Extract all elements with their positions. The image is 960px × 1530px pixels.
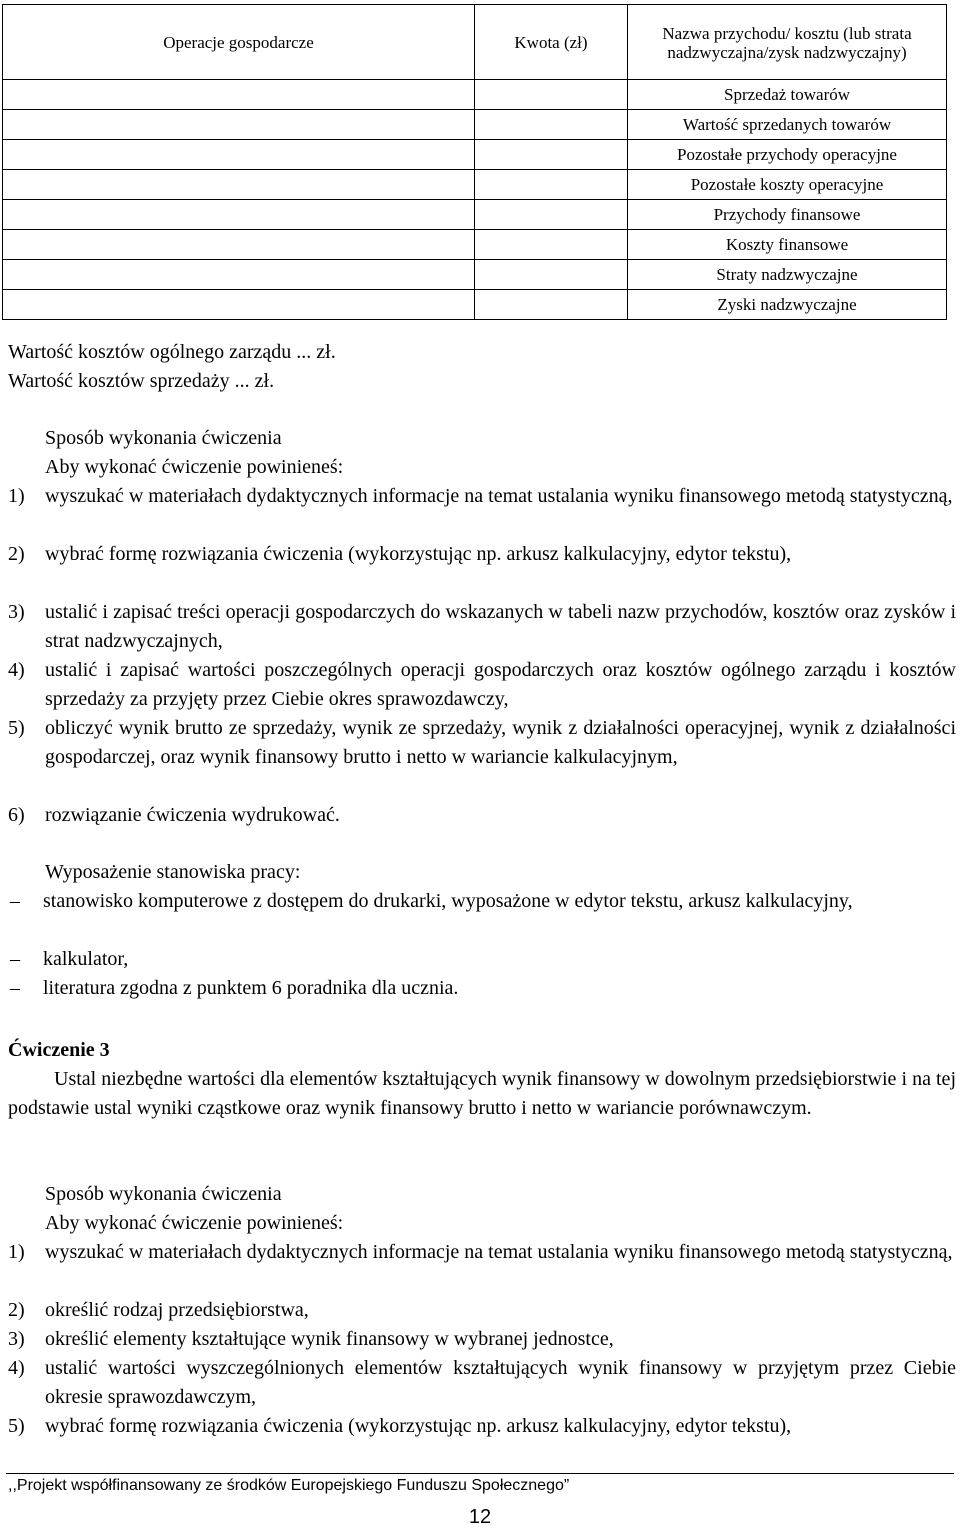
list-item <box>8 1412 956 1441</box>
exercise3-block <box>8 1036 956 1123</box>
method-intro: Aby wykonać ćwiczenie powinieneś: <box>45 456 344 478</box>
list-item <box>8 598 956 656</box>
overhead-cost-line: Wartość kosztów ogólnego zarządu ... zł. <box>8 341 336 363</box>
amount-cell[interactable] <box>475 140 628 170</box>
name-cell: Przychody finansowe <box>628 200 947 230</box>
header-operations: Operacje gospodarcze <box>3 5 475 80</box>
operation-cell[interactable] <box>3 290 475 320</box>
exercise3-method-heading <box>8 1180 956 1238</box>
equipment-text: stanowisko komputerowe z dostępem do drukarki, wyposażone w edytor tekstu, arkusz kalkulacyjny, <box>43 890 853 912</box>
equipment-text: kalkulator, <box>43 948 129 970</box>
step-text: wybrać formę rozwiązania ćwiczenia (wykorzystując np. arkusz kalkulacyjny, edytor tekstu), <box>45 543 792 565</box>
table-row <box>3 170 947 200</box>
operation-cell[interactable] <box>3 140 475 170</box>
list-item <box>8 540 956 598</box>
operations-table <box>2 4 947 320</box>
step-text: wybrać formę rozwiązania ćwiczenia (wykorzystując np. arkusz kalkulacyjny, edytor tekstu), <box>45 1415 792 1437</box>
name-cell: Koszty finansowe <box>628 230 947 260</box>
exercise3-steps-list <box>8 1238 956 1441</box>
name-cell: Straty nadzwyczajne <box>628 260 947 290</box>
list-item <box>8 1325 956 1354</box>
footer-divider <box>6 1473 954 1474</box>
table-row <box>3 290 947 320</box>
operation-cell[interactable] <box>3 260 475 290</box>
table-header-row <box>3 5 947 80</box>
step-text: ustalić i zapisać treści operacji gospodarczych do wskazanych w tabeli nazw przychodów, kosztów oraz zysków i strat nadzwyczajnych, <box>45 601 956 652</box>
step-number: 1) <box>8 1241 25 1263</box>
method-heading-block <box>8 424 956 482</box>
list-item <box>8 945 956 974</box>
step-number: 6) <box>8 804 25 826</box>
list-item <box>8 482 956 540</box>
step-number: 2) <box>8 1299 25 1321</box>
step-number: 5) <box>8 717 25 739</box>
table-row <box>3 260 947 290</box>
step-number: 3) <box>8 601 25 623</box>
table-row <box>3 140 947 170</box>
name-cell: Pozostałe przychody operacyjne <box>628 140 947 170</box>
header-name: Nazwa przychodu/ kosztu (lub strata nadzwyczajna/zysk nadzwyczajny) <box>628 5 947 80</box>
cost-values <box>8 338 956 396</box>
amount-cell[interactable] <box>475 110 628 140</box>
list-item <box>8 974 956 1003</box>
dash-bullet: – <box>10 948 20 970</box>
step-text: ustalić i zapisać wartości poszczególnych operacji gospodarczych oraz kosztów ogólnego zarządu i kosztów sprzedaży za przyjęty przez Ciebie okres sprawozdawczy, <box>45 659 956 710</box>
equipment-title: Wyposażenie stanowiska pracy: <box>45 861 301 883</box>
list-item <box>8 887 956 945</box>
operation-cell[interactable] <box>3 170 475 200</box>
method-steps-list <box>8 482 956 830</box>
step-number: 4) <box>8 1357 25 1379</box>
name-cell: Sprzedaż towarów <box>628 80 947 110</box>
exercise3-title: Ćwiczenie 3 <box>8 1039 110 1061</box>
step-number: 5) <box>8 1415 25 1437</box>
amount-cell[interactable] <box>475 290 628 320</box>
table-row <box>3 230 947 260</box>
equipment-text: literatura zgodna z punktem 6 poradnika dla ucznia. <box>43 977 459 999</box>
name-cell: Zyski nadzwyczajne <box>628 290 947 320</box>
amount-cell[interactable] <box>475 230 628 260</box>
step-text: obliczyć wynik brutto ze sprzedaży, wynik ze sprzedaży, wynik z działalności operacyjnej, wynik z działalności gospodarczej, oraz wynik finansowy brutto i netto w wariancie kalkulacyjnym, <box>45 717 956 768</box>
selling-cost-line: Wartość kosztów sprzedaży ... zł. <box>8 370 275 392</box>
list-item <box>8 1354 956 1412</box>
step-number: 4) <box>8 659 25 681</box>
name-cell: Wartość sprzedanych towarów <box>628 110 947 140</box>
exercise3-method-title: Sposób wykonania ćwiczenia <box>45 1183 282 1205</box>
list-item <box>8 656 956 714</box>
amount-cell[interactable] <box>475 260 628 290</box>
exercise3-method-intro: Aby wykonać ćwiczenie powinieneś: <box>45 1212 344 1234</box>
table-row <box>3 200 947 230</box>
operation-cell[interactable] <box>3 230 475 260</box>
list-item <box>8 1238 956 1296</box>
footer-text: ,,Projekt współfinansowany ze środków Europejskiego Funduszu Społecznego” <box>8 1477 570 1494</box>
step-text: rozwiązanie ćwiczenia wydrukować. <box>45 804 340 826</box>
operation-cell[interactable] <box>3 200 475 230</box>
equipment-heading-block <box>8 858 956 887</box>
step-text: wyszukać w materiałach dydaktycznych informacje na temat ustalania wyniku finansowego metodą statystyczną, <box>45 485 953 507</box>
exercise3-description: Ustal niezbędne wartości dla elementów kształtujących wynik finansowy w dowolnym przedsiębiorstwie i na tej podstawie ustal wyniki cząstkowe oraz wynik finansowy brutto i netto w wariancie porównawczym. <box>8 1068 956 1119</box>
page-number: 12 <box>468 1506 492 1528</box>
operation-cell[interactable] <box>3 80 475 110</box>
step-text: określić elementy kształtujące wynik finansowy w wybranej jednostce, <box>45 1328 614 1350</box>
step-number: 1) <box>8 485 25 507</box>
operation-cell[interactable] <box>3 110 475 140</box>
amount-cell[interactable] <box>475 200 628 230</box>
list-item <box>8 801 956 830</box>
list-item <box>8 714 956 801</box>
method-title: Sposób wykonania ćwiczenia <box>45 427 282 449</box>
equipment-list <box>8 887 956 1003</box>
step-number: 3) <box>8 1328 25 1350</box>
step-text: wyszukać w materiałach dydaktycznych informacje na temat ustalania wyniku finansowego metodą statystyczną, <box>45 1241 953 1263</box>
step-text: określić rodzaj przedsiębiorstwa, <box>45 1299 309 1321</box>
amount-cell[interactable] <box>475 80 628 110</box>
dash-bullet: – <box>10 977 20 999</box>
step-number: 2) <box>8 543 25 565</box>
table-row <box>3 110 947 140</box>
table-row <box>3 80 947 110</box>
amount-cell[interactable] <box>475 170 628 200</box>
step-text: ustalić wartości wyszczególnionych elementów kształtujących wynik finansowy w przyjętym przez Ciebie okresie sprawozdawczym, <box>45 1357 956 1408</box>
dash-bullet: – <box>10 890 20 912</box>
list-item <box>8 1296 956 1325</box>
name-cell: Pozostałe koszty operacyjne <box>628 170 947 200</box>
header-amount: Kwota (zł) <box>475 5 628 80</box>
